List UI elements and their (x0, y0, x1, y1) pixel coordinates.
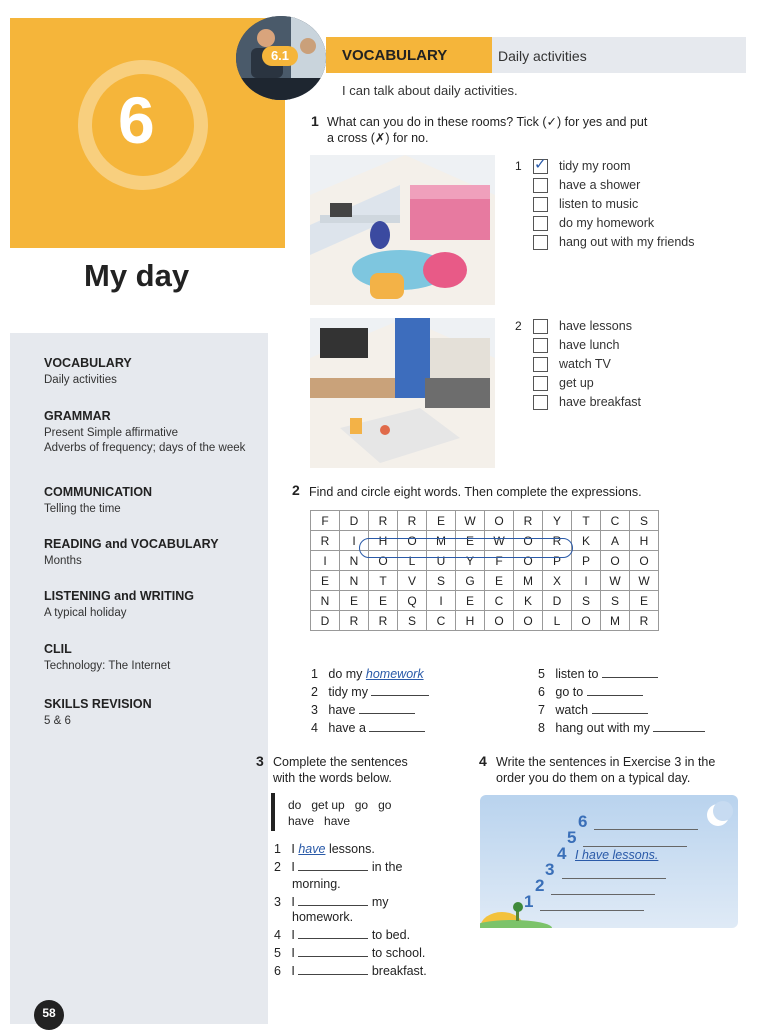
contents-heading: LISTENING and WRITING (44, 589, 194, 603)
checkbox-watch-tv[interactable] (533, 357, 548, 372)
expression-number: 1 (311, 667, 318, 681)
sentence-pre: I (291, 946, 295, 960)
can-do-statement: I can talk about daily activities. (342, 83, 518, 98)
answer-blank[interactable] (298, 860, 368, 871)
grid-letter[interactable]: O (630, 551, 659, 571)
sentence-post: to bed. (371, 928, 411, 942)
sentence-item (274, 928, 410, 942)
grid-letter[interactable]: R (543, 531, 572, 551)
contents-sub: Adverbs of frequency; days of the week (44, 442, 246, 454)
grid-letter[interactable]: S (630, 511, 659, 531)
sentence-item (274, 964, 427, 978)
sentence-item (274, 860, 402, 874)
word-box-words: do get up go go (288, 798, 392, 812)
page-number: 58 (34, 1000, 64, 1030)
grid-letter[interactable]: E (630, 591, 659, 611)
sentence-continuation: morning. (292, 877, 341, 891)
expression-number: 8 (538, 721, 545, 735)
grid-letter[interactable]: F (485, 551, 514, 571)
sentence-pre: I (291, 842, 295, 856)
step-answer-line[interactable] (551, 893, 655, 895)
grid-letter[interactable]: H (456, 611, 485, 631)
answer-blank[interactable] (653, 721, 705, 732)
ex4-number: 4 (479, 753, 487, 769)
ex4-instruction: order you do them on a typical day. (496, 771, 691, 785)
grid-letter[interactable]: L (543, 611, 572, 631)
grid-letter[interactable]: O (514, 551, 543, 571)
expression-number: 7 (538, 703, 545, 717)
sentence-number: 5 (274, 946, 281, 960)
checkbox-have-lunch[interactable] (533, 338, 548, 353)
grid-letter[interactable]: P (543, 551, 572, 571)
room-number: 1 (515, 159, 522, 173)
grid-letter[interactable]: W (456, 511, 485, 531)
expression-item (311, 703, 415, 717)
grid-row (311, 571, 659, 591)
grid-letter[interactable]: T (572, 511, 601, 531)
answer-blank[interactable] (359, 703, 415, 714)
step-number: 3 (545, 860, 555, 879)
grid-letter[interactable]: L (398, 551, 427, 571)
sentence-pre: I (291, 895, 295, 909)
grid-letter[interactable]: O (398, 531, 427, 551)
answer-blank[interactable] (592, 703, 648, 714)
expression-number: 5 (538, 667, 545, 681)
ex1-number: 1 (311, 113, 319, 129)
activity-label: have lunch (559, 338, 620, 352)
grid-letter[interactable]: C (601, 511, 630, 531)
step-answer-line[interactable] (594, 828, 698, 830)
grid-letter[interactable]: C (485, 591, 514, 611)
expression-text: have (328, 703, 356, 717)
step-answer-line[interactable] (562, 877, 666, 879)
grid-letter[interactable]: H (369, 531, 398, 551)
answer-blank[interactable] (298, 895, 368, 906)
grid-letter[interactable]: I (311, 551, 340, 571)
grid-letter[interactable]: R (311, 531, 340, 551)
expression-item (538, 667, 658, 681)
grid-letter[interactable]: O (572, 611, 601, 631)
grid-row (311, 591, 659, 611)
checkbox-get-up[interactable] (533, 376, 548, 391)
grid-letter[interactable]: Y (456, 551, 485, 571)
contents-sub: Months (44, 555, 82, 567)
grid-letter[interactable]: E (369, 591, 398, 611)
ex3-number: 3 (256, 753, 264, 769)
activity-label: have breakfast (559, 395, 641, 409)
grid-letter[interactable]: U (427, 551, 456, 571)
grid-letter[interactable]: E (485, 571, 514, 591)
expression-text: watch (555, 703, 589, 717)
word-box-words: have have (288, 814, 351, 828)
step-answer-line[interactable] (540, 909, 644, 911)
grid-letter[interactable]: O (514, 611, 543, 631)
grid-letter[interactable]: S (601, 591, 630, 611)
grid-letter[interactable]: D (340, 511, 369, 531)
sentence-continuation: homework. (292, 910, 354, 924)
grid-letter[interactable]: N (340, 551, 369, 571)
sentence-post: in the (371, 860, 403, 874)
grid-letter[interactable]: V (398, 571, 427, 591)
grid-letter[interactable]: E (427, 511, 456, 531)
sentence-number: 2 (274, 860, 281, 874)
grid-row (311, 511, 659, 531)
grid-letter[interactable]: H (630, 531, 659, 551)
grid-letter[interactable]: O (601, 551, 630, 571)
grid-letter[interactable]: P (572, 551, 601, 571)
grid-letter[interactable]: X (543, 571, 572, 591)
grid-letter[interactable]: D (543, 591, 572, 611)
grid-letter[interactable]: Q (398, 591, 427, 611)
grid-letter[interactable]: I (427, 591, 456, 611)
grid-letter[interactable]: G (456, 571, 485, 591)
grid-row (311, 611, 659, 631)
lesson-section: VOCABULARY (342, 47, 448, 64)
grid-letter[interactable]: A (601, 531, 630, 551)
expression-number: 2 (311, 685, 318, 699)
bedroom-illustration (310, 155, 495, 305)
grid-letter[interactable]: S (398, 611, 427, 631)
grid-letter[interactable]: W (630, 571, 659, 591)
expression-text: go to (555, 685, 584, 699)
activity-label: listen to music (559, 197, 639, 211)
grid-letter[interactable]: W (485, 531, 514, 551)
activity-label: get up (559, 376, 594, 390)
activity-label: have lessons (559, 319, 632, 333)
contents-heading: SKILLS REVISION (44, 697, 152, 711)
expression-number: 6 (538, 685, 545, 699)
grid-letter[interactable]: R (398, 511, 427, 531)
checkbox-have-breakfast[interactable] (533, 395, 548, 410)
contents-sub: A typical holiday (44, 607, 127, 619)
contents-heading: CLIL (44, 642, 72, 656)
sentence-post: to school. (371, 946, 426, 960)
step-number: 6 (578, 812, 588, 831)
grid-letter[interactable]: E (311, 571, 340, 591)
ex2-number: 2 (292, 482, 300, 498)
expression-text: do my (328, 667, 363, 681)
expression-text: listen to (555, 667, 599, 681)
activity-label: have a shower (559, 178, 641, 192)
word-search-grid (310, 510, 659, 631)
grid-letter[interactable]: T (369, 571, 398, 591)
contents-sub: Present Simple affirmative (44, 427, 179, 439)
ex1-instruction: a cross (✗) for no. (327, 131, 429, 145)
grid-letter[interactable]: O (369, 551, 398, 571)
contents-heading: READING and VOCABULARY (44, 537, 219, 551)
bedroom-picture (310, 155, 495, 305)
word-box-bar (271, 793, 275, 831)
step-number: 2 (535, 876, 545, 895)
grid-letter[interactable]: M (601, 611, 630, 631)
grid-letter[interactable]: F (311, 511, 340, 531)
contents-sub: Technology: The Internet (44, 660, 171, 672)
activity-label: hang out with my friends (559, 235, 695, 249)
grid-letter[interactable]: Y (543, 511, 572, 531)
step-answer: I have lessons. (575, 848, 659, 862)
expression-item (538, 685, 643, 699)
sentence-pre: I (291, 860, 295, 874)
grid-letter[interactable]: N (340, 571, 369, 591)
sentence-number: 4 (274, 928, 281, 942)
grid-letter[interactable]: S (572, 591, 601, 611)
step-number: 4 (557, 844, 567, 863)
sentence-number: 1 (274, 842, 281, 856)
unit-number: 6 (118, 83, 155, 157)
grid-letter[interactable]: E (340, 591, 369, 611)
grid-letter[interactable]: O (485, 511, 514, 531)
sentence-item (274, 895, 389, 909)
grid-letter[interactable]: C (427, 611, 456, 631)
grid-letter[interactable]: W (601, 571, 630, 591)
circled-word-homework (359, 538, 573, 558)
checkbox-do-my-homework[interactable] (533, 216, 548, 231)
grid-letter[interactable]: I (340, 531, 369, 551)
step-number: 5 (567, 828, 577, 847)
activity-label: tidy my room (559, 159, 631, 173)
answer-blank[interactable] (602, 667, 658, 678)
unit-title: My day (84, 258, 190, 293)
expression-item (538, 703, 648, 717)
expression-number: 4 (311, 721, 318, 735)
sentence-pre: I (291, 928, 295, 942)
contents-sub: 5 & 6 (44, 715, 71, 727)
tick-mark: ✓ (534, 156, 547, 173)
answer-blank[interactable] (371, 685, 429, 696)
grid-letter[interactable]: R (514, 511, 543, 531)
grid-letter[interactable]: R (630, 611, 659, 631)
answer-blank[interactable] (587, 685, 643, 696)
lesson-subtitle: Daily activities (498, 48, 587, 64)
grid-letter[interactable]: M (427, 531, 456, 551)
lesson-number-badge: 6.1 (262, 46, 298, 66)
expression-answer: homework (365, 667, 424, 681)
sentence-post: lessons. (328, 842, 375, 856)
expression-item (311, 667, 424, 681)
kitchen-picture (310, 318, 495, 468)
grid-letter[interactable]: E (456, 531, 485, 551)
checkbox-hang-out[interactable] (533, 235, 548, 250)
expression-text: have a (328, 721, 366, 735)
answer-blank[interactable] (298, 946, 368, 957)
grid-letter[interactable]: D (311, 611, 340, 631)
room-number: 2 (515, 319, 522, 333)
ex3-instruction: with the words below. (273, 771, 392, 785)
grid-letter[interactable]: R (369, 611, 398, 631)
step-answer-line[interactable] (583, 845, 687, 847)
grid-letter[interactable]: M (514, 571, 543, 591)
grid-letter[interactable]: R (340, 611, 369, 631)
checkbox-listen-to-music[interactable] (533, 197, 548, 212)
expression-text: tidy my (328, 685, 368, 699)
grid-letter[interactable]: R (369, 511, 398, 531)
activity-label: watch TV (559, 357, 611, 371)
ex2-instruction: Find and circle eight words. Then complete the expressions. (309, 485, 642, 499)
contents-sub: Telling the time (44, 503, 121, 515)
answer-blank[interactable] (298, 928, 368, 939)
checkbox-have-a-shower[interactable] (533, 178, 548, 193)
grid-letter[interactable]: S (427, 571, 456, 591)
grid-letter[interactable]: N (311, 591, 340, 611)
sentence-post: my (371, 895, 389, 909)
grid-letter[interactable]: O (514, 531, 543, 551)
activity-label: do my homework (559, 216, 655, 230)
sentence-item (274, 946, 425, 960)
contents-sub: Daily activities (44, 374, 117, 386)
contents-heading: VOCABULARY (44, 356, 132, 370)
sentence-number: 3 (274, 895, 281, 909)
contents-heading: GRAMMAR (44, 409, 111, 423)
grid-letter[interactable]: E (456, 591, 485, 611)
grid-letter[interactable]: K (514, 591, 543, 611)
step-number: 1 (524, 892, 534, 911)
ex3-instruction: Complete the sentences (273, 755, 408, 769)
expression-number: 3 (311, 703, 318, 717)
grid-letter[interactable]: O (485, 611, 514, 631)
grid-letter[interactable]: I (572, 571, 601, 591)
expression-item (538, 721, 705, 735)
sentence-pre: I (291, 964, 295, 978)
grid-letter[interactable]: K (572, 531, 601, 551)
sentence-item (274, 842, 375, 856)
sentence-post: breakfast. (371, 964, 427, 978)
ex1-instruction: What can you do in these rooms? Tick (✓) for yes and put (327, 115, 648, 129)
ex4-instruction: Write the sentences in Exercise 3 in the (496, 755, 716, 769)
answer-blank[interactable] (369, 721, 425, 732)
kitchen-illustration (310, 318, 495, 468)
checkbox-have-lessons[interactable] (533, 319, 548, 334)
expression-text: hang out with my (555, 721, 650, 735)
sentence-number: 6 (274, 964, 281, 978)
sentence-answer: have (298, 842, 326, 856)
answer-blank[interactable] (298, 964, 368, 975)
expression-item (311, 721, 425, 735)
expression-item (311, 685, 429, 699)
contents-heading: COMMUNICATION (44, 485, 153, 499)
